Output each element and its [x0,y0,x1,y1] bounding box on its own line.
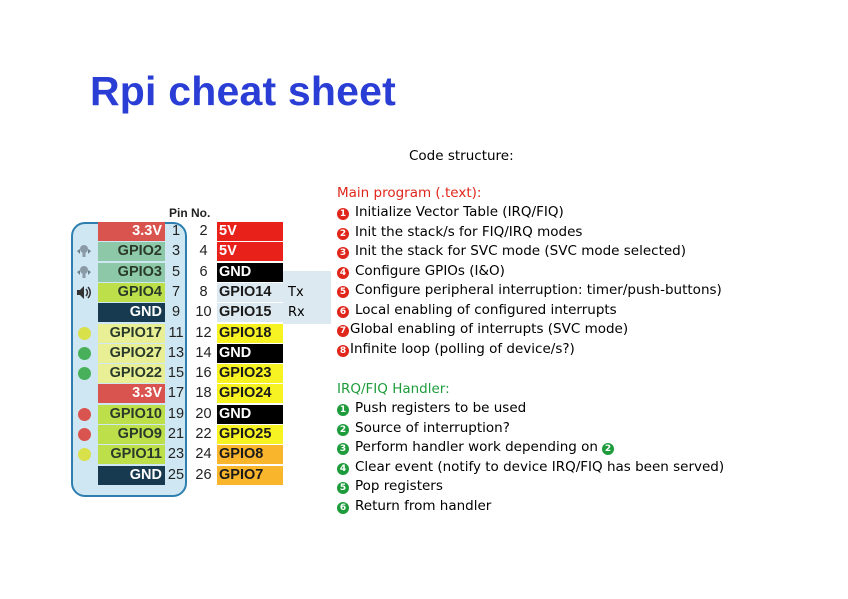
pin-row [0,344,340,363]
pin-left-number: 11 [168,324,184,341]
step-item [337,262,722,282]
pin-right-label: GPIO15 [217,303,283,322]
pin-left-number: 17 [167,385,185,402]
pin-left-label: GPIO10 [98,405,165,424]
step-item [337,477,724,497]
pin-function-dot [78,408,91,421]
pin-left-label: GPIO3 [98,263,165,282]
step-text: Infinite loop (polling of device/s?) [350,340,575,357]
pin-right-label: GND [217,405,283,424]
step-text: Local enabling of configured interrupts [355,301,617,318]
handler-steps [337,399,724,516]
step-item [337,419,724,439]
handler-heading: IRQ/FIQ Handler: [337,381,450,397]
pin-left-label: GPIO22 [98,364,165,383]
pin-left-number: 25 [167,466,185,483]
pin-left-label: GPIO4 [98,283,165,302]
pin-left-number: 15 [167,365,185,382]
step-item [337,223,722,243]
step-text: Pop registers [355,478,443,494]
code-structure-heading: Code structure: [409,148,514,164]
pin-right-number: 20 [195,405,212,422]
step-text: Source of interruption? [355,419,510,436]
pin-row [0,263,340,282]
pin-left-label: GPIO27 [98,344,165,363]
pin-left-number: 3 [171,243,181,260]
pin-left-number: 5 [171,263,181,280]
pin-function-dot [78,327,91,340]
pin-right-number: 10 [195,304,212,321]
step-item [337,320,722,340]
step-text: Perform handler work depending on [355,439,598,455]
pin-left-number: 13 [167,344,185,361]
mic-icon [75,243,93,260]
step-item [337,281,722,301]
pin-row [0,324,340,343]
step-number-badge: 5 [337,286,349,298]
step-text: Global enabling of interrupts (SVC mode) [350,321,629,337]
pin-left-label: GND [98,303,165,322]
step-reference-badge: 2 [602,443,614,455]
speaker-icon [75,284,93,301]
pin-function-dot [78,367,91,380]
step-item [337,203,722,223]
pin-row [0,222,340,241]
pin-row [0,384,340,403]
pin-right-label: GND [217,263,283,282]
pin-row [0,303,340,322]
step-number-badge: 6 [337,306,349,318]
pin-left-number: 21 [167,426,185,442]
pin-left-label: GPIO2 [98,242,165,261]
step-text: Configure GPIOs (I&O) [355,262,505,279]
step-text: Clear event (notify to device IRQ/FIQ has been served) [355,458,725,475]
main-program-steps [337,203,722,359]
page-title: Rpi cheat sheet [90,68,397,114]
pin-right-number: 12 [195,324,212,341]
step-item [337,458,724,478]
pin-right-label: GND [217,344,283,363]
pin-row [0,445,340,464]
pin-function-dot [78,428,91,441]
step-number-badge: 5 [337,482,349,494]
pin-right-label: GPIO23 [217,364,283,383]
pin-row [0,466,340,485]
main-program-section [337,183,722,359]
step-number-badge: 3 [337,247,349,259]
pin-row [0,425,340,444]
pin-right-number: 26 [195,466,212,483]
pin-right-label: GPIO7 [217,466,283,485]
step-number-badge: 4 [337,267,349,279]
pin-right-label: 5V [217,222,283,241]
step-number-badge: 6 [337,502,349,514]
pin-left-label: 3.3V [98,222,165,241]
step-number-badge: 2 [337,228,349,240]
pin-right-label: GPIO25 [217,425,283,444]
pin-left-number: 7 [171,283,181,300]
step-item [337,242,722,262]
pin-uart-note: Rx [288,305,305,321]
main-program-heading: Main program (.text): [337,185,482,201]
step-item [337,497,724,517]
step-number-badge: 3 [337,443,349,455]
step-item [337,301,722,321]
pin-row [0,405,340,424]
pin-right-number: 8 [199,283,208,300]
pin-right-label: 5V [217,242,283,261]
step-number-badge: 2 [337,424,349,436]
pin-left-label: GPIO9 [98,425,165,444]
pin-right-label: GPIO14 [217,283,283,302]
step-text: Init the stack/s for FIQ/IRQ modes [355,223,583,240]
step-item [337,340,722,360]
mic-icon [75,264,93,281]
pin-right-number: 22 [195,426,212,442]
pin-no-label: Pin No. [169,206,211,220]
step-number-badge: 1 [337,208,349,220]
step-item [337,399,724,419]
step-number-badge: 7 [337,325,349,337]
pin-function-dot [78,347,91,360]
pin-left-number: 19 [167,405,185,422]
step-item [337,438,724,458]
pin-right-number: 2 [199,223,208,239]
pin-left-number: 9 [171,304,181,321]
step-number-badge: 4 [337,463,349,475]
pin-right-label: GPIO8 [217,445,283,464]
pin-row [0,283,340,302]
step-text: Configure peripheral interruption: timer/push-buttons) [355,282,722,298]
pin-right-number: 24 [195,446,212,463]
pin-right-number: 16 [195,365,212,382]
pin-left-label: 3.3V [98,384,165,403]
pin-uart-note: Tx [288,284,304,300]
handler-section [337,379,724,516]
step-text: Push registers to be used [355,400,527,416]
pin-function-dot [78,448,91,461]
pin-right-number: 14 [195,344,212,361]
pin-right-label: GPIO24 [217,384,283,403]
step-text: Return from handler [355,497,492,514]
step-number-badge: 8 [337,345,349,357]
pin-row [0,364,340,383]
pin-right-number: 6 [199,263,208,280]
pin-left-label: GND [98,466,165,485]
pin-right-label: GPIO18 [217,324,283,343]
pin-right-number: 18 [195,385,212,402]
pin-left-number: 1 [171,223,181,239]
step-number-badge: 1 [337,404,349,416]
pin-left-label: GPIO11 [98,445,165,464]
pin-left-label: GPIO17 [98,324,165,343]
step-text: Initialize Vector Table (IRQ/FIQ) [355,204,564,220]
pin-right-number: 4 [199,243,208,260]
step-text: Init the stack for SVC mode (SVC mode selected) [355,243,687,259]
pin-row [0,242,340,261]
pin-left-number: 23 [167,446,185,463]
